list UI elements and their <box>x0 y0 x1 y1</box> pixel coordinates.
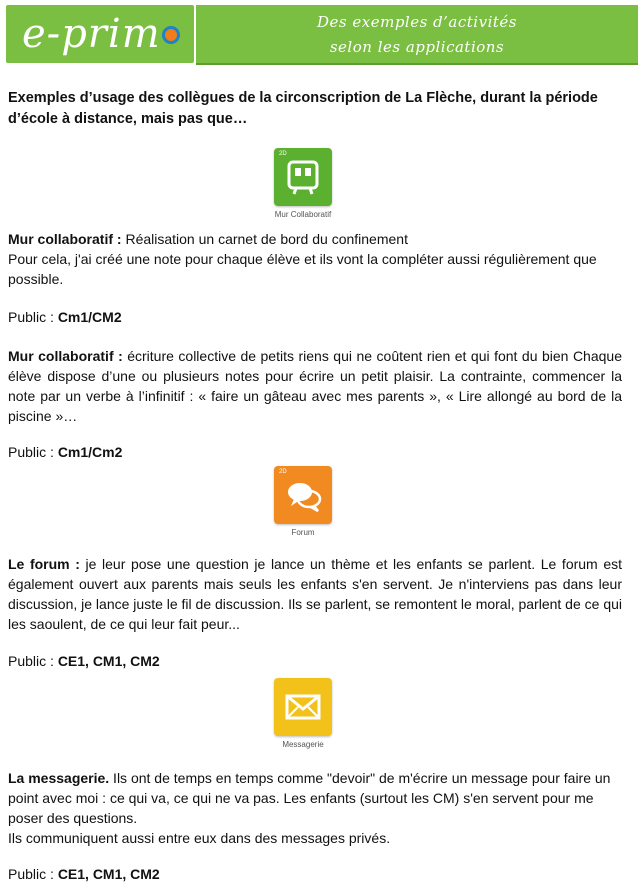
entry-messagerie <box>8 768 622 848</box>
mur-badge: 2D <box>279 151 287 157</box>
intro-heading: Exemples d’usage des collègues de la circonscription de La Flèche, durant la période d’école à distance, mais pas que… <box>8 90 598 127</box>
mur-tile <box>274 148 332 206</box>
app-messagerie <box>274 678 332 749</box>
public-2-label: Public : <box>8 444 58 460</box>
page-header <box>0 0 644 68</box>
public-2 <box>8 444 122 460</box>
forum-tile <box>274 466 332 524</box>
public-1-label: Public : <box>8 309 58 325</box>
entry-4-body: Ils ont de temps en temps comme "devoir" de m'écrire un message pour faire un point avec moi : ce qui va, ce qui ne va pas. Les enfants (surtout les CM) s'en servent pour me poser des questions. <box>8 770 611 826</box>
messagerie-caption: Messagerie <box>282 740 324 749</box>
chat-bubbles-icon <box>274 466 332 524</box>
collaborative-wall-icon <box>274 148 332 206</box>
entry-1-lead: Mur collaboratif : <box>8 231 122 247</box>
title-banner <box>196 5 638 65</box>
entry-3-body: je leur pose une question je lance un thème et les enfants se parlent. Le forum est également ouvert aux parents mais seuls les enfants s'en servent. Je n'interviens pas dans leur discussion, je lance juste le fil de discussion. Ils se parlent, se remontent le moral, parlent de ce qui les saoulent, de ce qui leur fait peur... <box>8 556 622 632</box>
public-1 <box>8 309 122 325</box>
entry-3-lead: Le forum : <box>8 556 80 572</box>
entry-4-lead: La messagerie. <box>8 770 110 786</box>
banner-title-line1: Des exemples d’activités <box>317 13 517 31</box>
forum-badge: 2D <box>279 469 287 475</box>
entry-mur-petits-riens <box>8 346 622 426</box>
app-mur-collaboratif <box>274 148 332 219</box>
public-1-value: Cm1/CM2 <box>57 309 122 325</box>
logo-dot-icon <box>162 26 180 44</box>
public-2-value: Cm1/Cm2 <box>57 444 123 460</box>
public-3 <box>8 653 160 669</box>
mur-caption: Mur Collaboratif <box>274 210 332 219</box>
entry-1-body: Pour cela, j'ai créé une note pour chaque élève et ils vont la compléter aussi régulièrement que possible. <box>8 251 597 287</box>
envelope-icon <box>274 678 332 736</box>
entry-2-body: écriture collective de petits riens qui ne coûtent rien et qui font du bien Chaque élève dispose d’une ou plusieurs notes pour écrire un petit plaisir. La contrainte, commencer la note par un verbe à l’infinitif : « faire un gâteau avec mes parents », « Lire allongé au bord de la piscine »… <box>8 348 622 424</box>
public-4-value: CE1, CM1, CM2 <box>57 866 160 882</box>
eprimo-logo <box>6 5 194 63</box>
app-forum <box>274 466 332 537</box>
public-4-label: Public : <box>8 866 58 882</box>
messagerie-tile <box>274 678 332 736</box>
public-3-value: CE1, CM1, CM2 <box>57 653 160 669</box>
public-4 <box>8 866 160 882</box>
public-3-label: Public : <box>8 653 58 669</box>
entry-1-line1: Réalisation un carnet de bord du confinement <box>121 231 408 247</box>
forum-caption: Forum <box>291 528 315 537</box>
entry-forum <box>8 554 622 634</box>
entry-mur-carnet <box>8 229 622 289</box>
banner-title-line2: selon les applications <box>329 38 505 56</box>
entry-4-line2: Ils communiquent aussi entre eux dans des messages privés. <box>8 830 391 846</box>
logo-text: e-prim <box>22 9 180 59</box>
entry-2-lead: Mur collaboratif : <box>8 348 123 364</box>
